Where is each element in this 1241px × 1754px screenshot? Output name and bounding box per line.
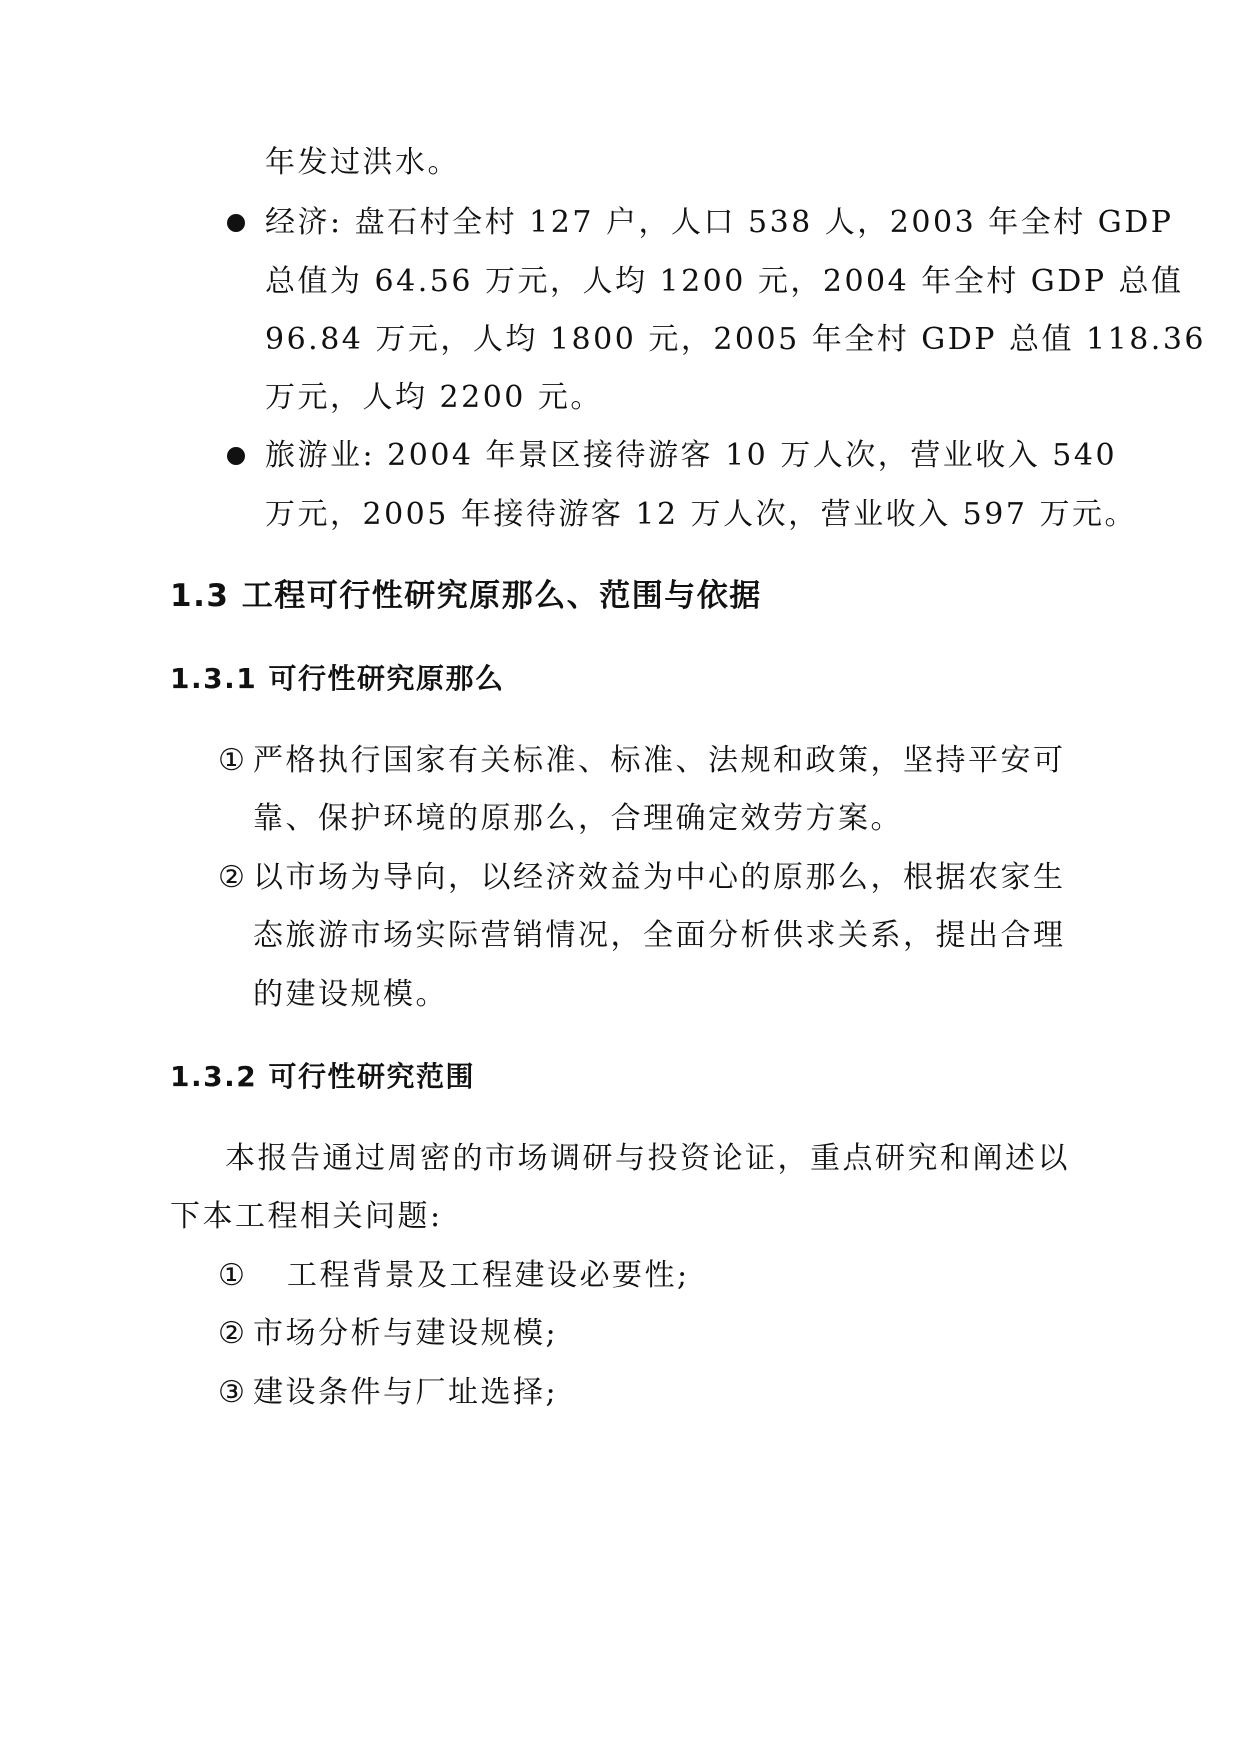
principle-marker-2: ②	[218, 860, 245, 895]
bullet-icon	[227, 214, 245, 232]
scope-marker-1: ①	[218, 1258, 245, 1293]
scope-marker-2: ②	[218, 1316, 245, 1351]
principle-1-line-2: 靠、保护环境的原那么，合理确定效劳方案。	[253, 801, 903, 836]
scope-item-1: 工程背景及工程建设必要性;	[287, 1258, 690, 1293]
section-heading-1-3: 1.3 工程可行性研究原那么、范围与依据	[170, 578, 762, 614]
principle-2-line-3: 的建设规模。	[253, 977, 448, 1012]
scope-item-2: 市场分析与建设规模;	[253, 1316, 559, 1351]
principle-2-line-1: 以市场为导向，以经济效益为中心的原那么，根据农家生	[253, 860, 1066, 895]
principle-2-line-2: 态旅游市场实际营销情况，全面分析供求关系，提出合理	[253, 918, 1066, 953]
economy-line-4: 万元，人均 2200 元。	[265, 380, 603, 415]
scope-item-3: 建设条件与厂址选择;	[253, 1375, 559, 1410]
principle-1-line-1: 严格执行国家有关标准、标准、法规和政策，坚持平安可	[253, 743, 1066, 778]
scope-marker-3: ③	[218, 1375, 245, 1410]
principle-marker-1: ①	[218, 743, 245, 778]
tourism-line-1: 旅游业: 2004 年景区接待游客 10 万人次，营业收入 540	[265, 438, 1118, 473]
section-heading-1-3-1: 1.3.1 可行性研究原那么	[170, 662, 505, 695]
intro-line: 年发过洪水。	[265, 145, 460, 180]
scope-paragraph-line-1: 本报告通过周密的市场调研与投资论证，重点研究和阐述以	[225, 1141, 1070, 1176]
economy-line-2: 总值为 64.56 万元，人均 1200 元，2004 年全村 GDP 总值	[265, 264, 1184, 299]
economy-line-1: 经济: 盘石村全村 127 户，人口 538 人，2003 年全村 GDP	[265, 205, 1174, 240]
economy-line-3: 96.84 万元，人均 1800 元，2005 年全村 GDP 总值 118.36	[265, 322, 1207, 357]
tourism-line-2: 万元，2005 年接待游客 12 万人次，营业收入 597 万元。	[265, 497, 1137, 532]
scope-paragraph-line-2: 下本工程相关问题:	[170, 1199, 443, 1234]
bullet-icon	[227, 447, 245, 465]
section-heading-1-3-2: 1.3.2 可行性研究范围	[170, 1060, 475, 1093]
